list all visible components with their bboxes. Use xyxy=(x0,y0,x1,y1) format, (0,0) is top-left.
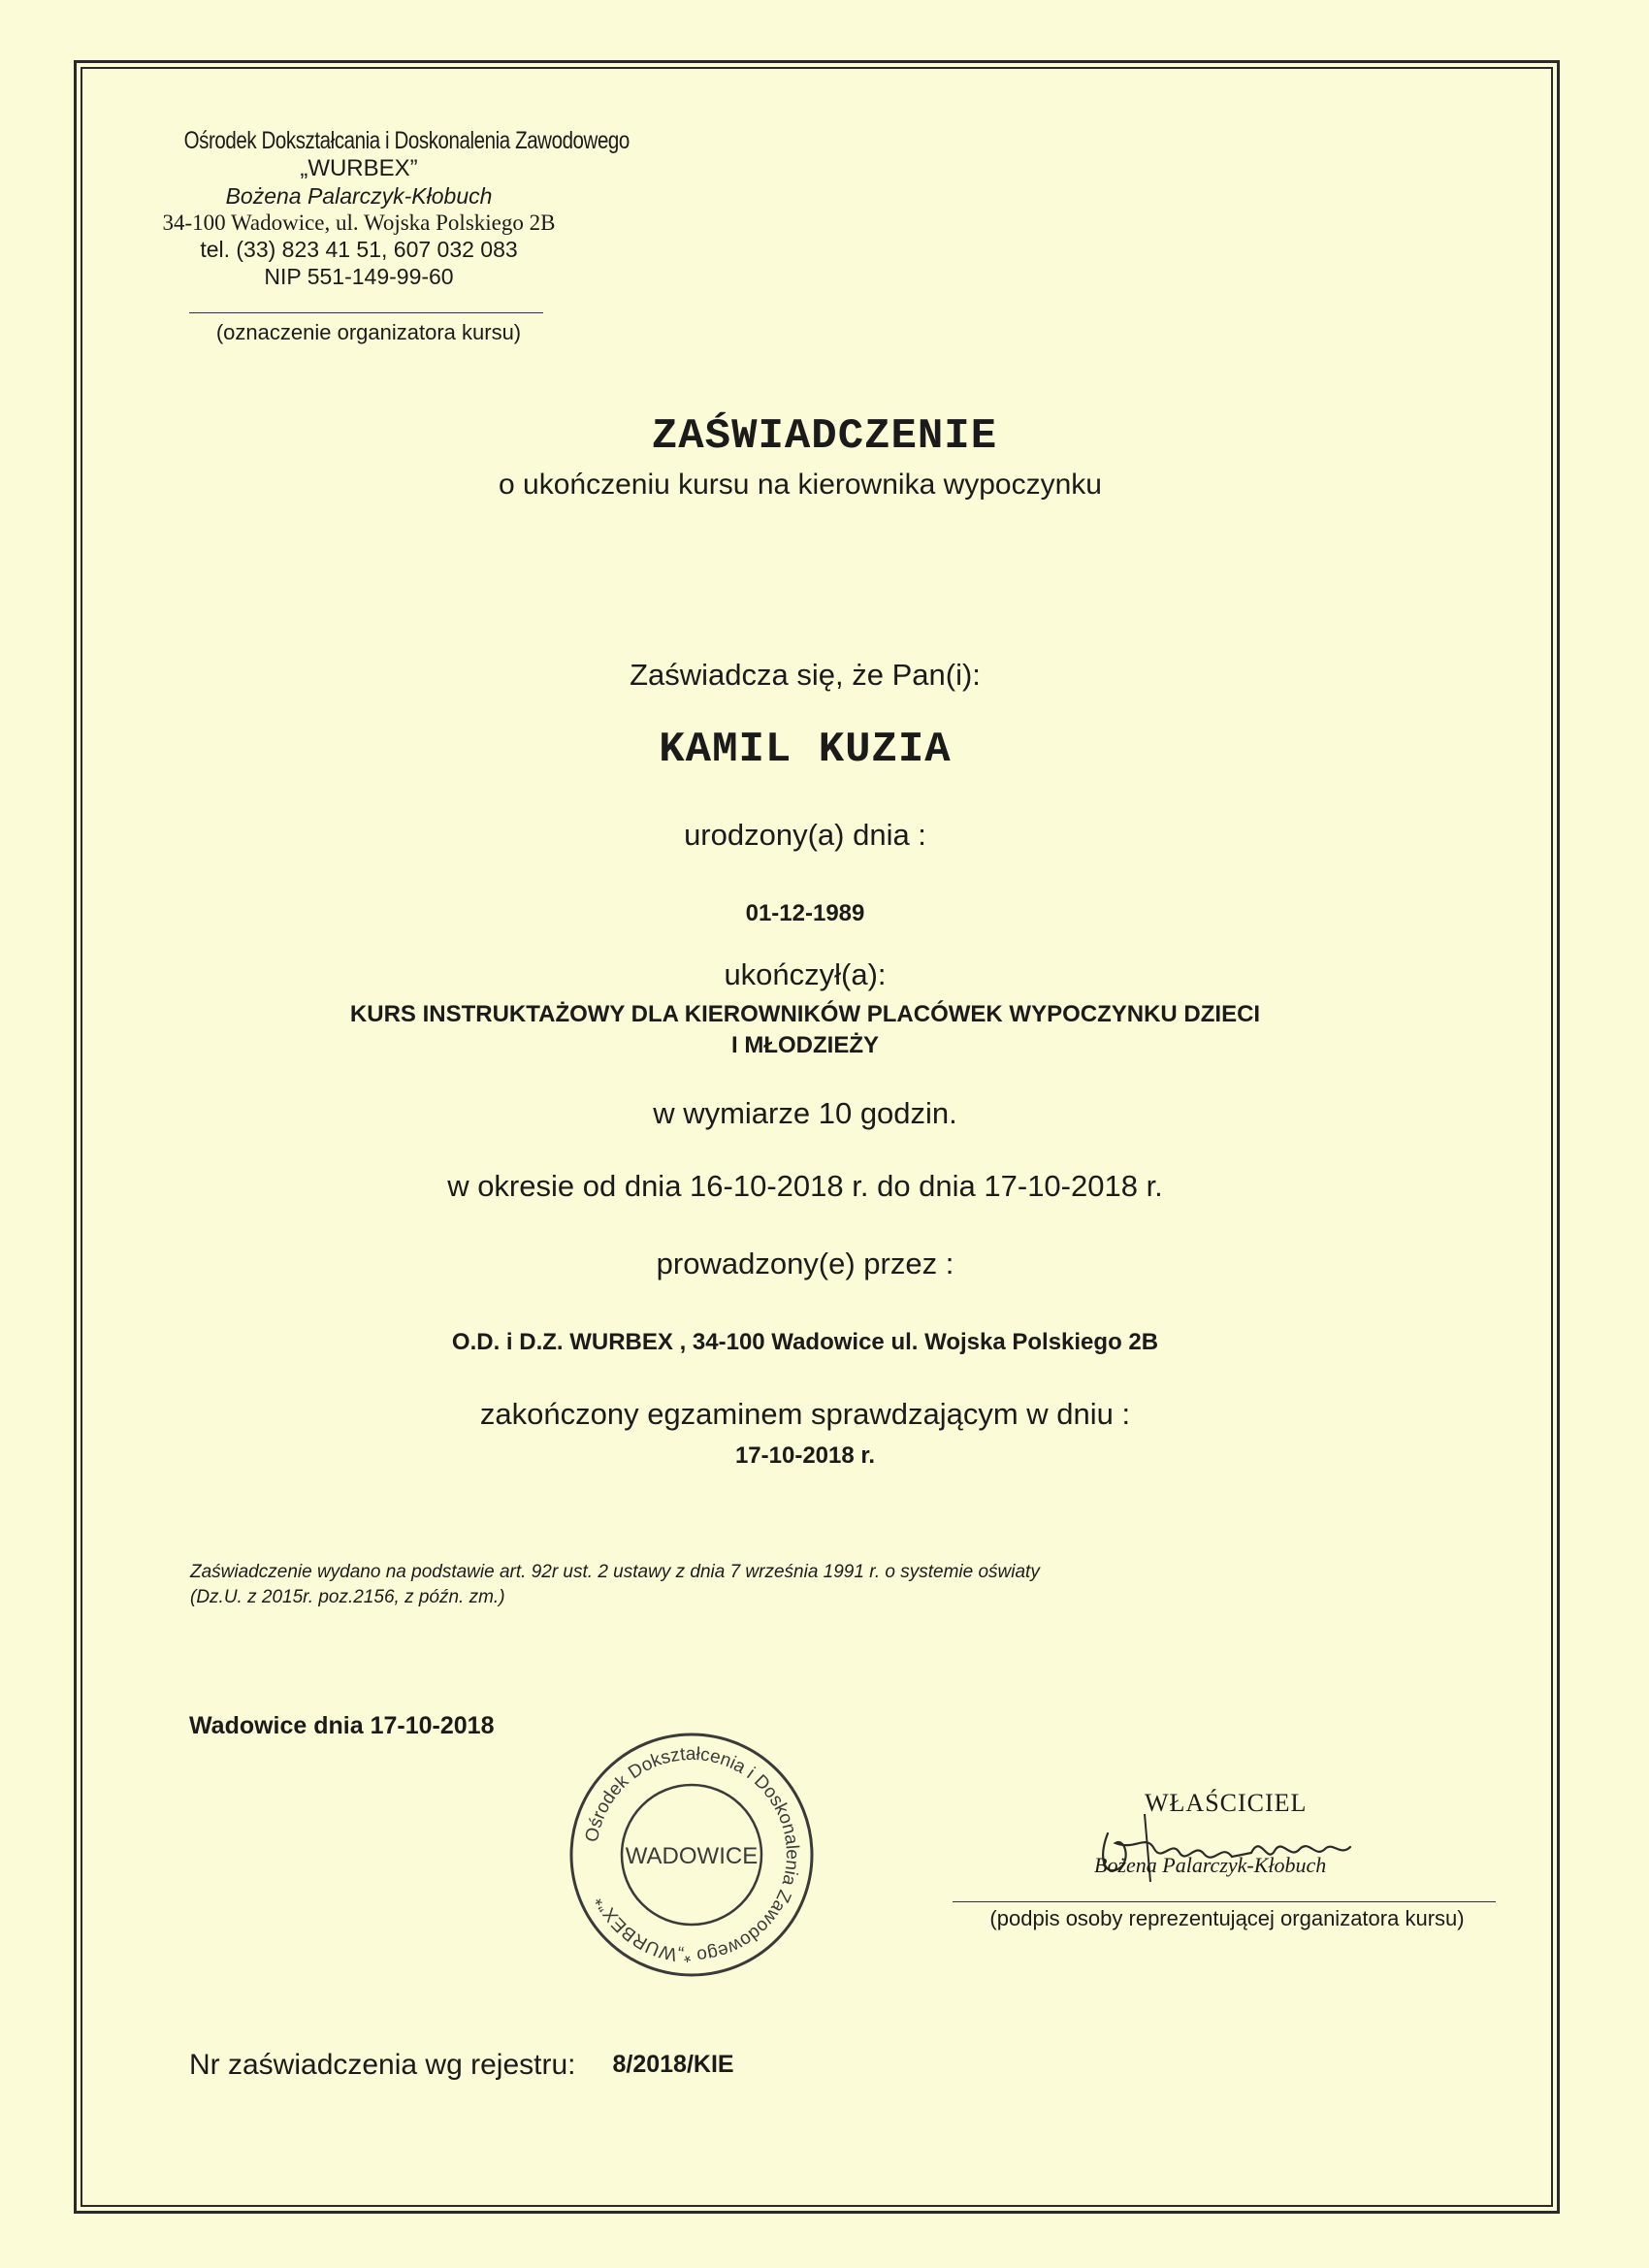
exam-date: 17-10-2018 r. xyxy=(734,1442,876,1469)
legal-basis-line1: Zaświadczenie wydano na podstawie art. 92r ust. 2 ustawy z dnia 7 września 1991 r. o systemie oświaty xyxy=(190,1562,1040,1582)
organizer-nip: NIP 551-149-99-60 xyxy=(264,263,454,289)
exam-label: zakończony egzaminem sprawdzającym w dniu : xyxy=(479,1397,1131,1431)
owner-title: WŁAŚCICIEL xyxy=(1145,1789,1308,1817)
stamp-ring-text: Ośrodek Dokształcenia i Doskonalenia Zawodowego *„WURBEX”* xyxy=(581,1743,803,1966)
legal-basis xyxy=(190,1560,1277,1609)
signatory-name: Bożena Palarczyk-Kłobuch xyxy=(1094,1853,1327,1877)
course-name-line2: I MŁODZIEŻY xyxy=(731,1032,879,1058)
certifies-label: Zaświadcza się, że Pan(i): xyxy=(630,658,981,692)
handwritten-signature xyxy=(1086,1804,1377,1892)
signature-line xyxy=(953,1901,1496,1902)
course-name-line1: KURS INSTRUKTAŻOWY DLA KIEROWNIKÓW PLACÓWEK WYPOCZYNKU DZIECI xyxy=(349,1001,1261,1027)
organizer-divider xyxy=(189,312,543,313)
organizer-caption: (oznaczenie organizatora kursu) xyxy=(215,320,522,344)
signature-caption: (podpis osoby reprezentującej organizatora kursu) xyxy=(989,1906,1465,1930)
course-hours: w wymiarze 10 godzin. xyxy=(653,1096,957,1130)
document-subtitle: o ukończeniu kursu na kierownika wypoczynku xyxy=(499,469,1102,501)
legal-basis-line2: (Dz.U. z 2015r. poz.2156, z późn. zm.) xyxy=(190,1586,505,1607)
born-label: urodzony(a) dnia : xyxy=(684,818,926,852)
registry-number: 8/2018/KIE xyxy=(612,2051,734,2078)
organizer-owner: Bożena Palarczyk-Kłobuch xyxy=(225,182,493,209)
registry-number-row xyxy=(189,2049,734,2082)
round-stamp xyxy=(566,1729,818,1981)
document-title: ZAŚWIADCZENIE xyxy=(651,412,998,461)
born-date: 01-12-1989 xyxy=(745,900,865,926)
conducted-by: O.D. i D.Z. WURBEX , 34-100 Wadowice ul. Wojska Polskiego 2B xyxy=(451,1329,1159,1355)
completed-label: ukończył(a): xyxy=(724,957,887,991)
organizer-brand: „WURBEX” xyxy=(300,155,418,181)
stamp-center-text: WADOWICE xyxy=(625,1843,759,1869)
registry-label: Nr zaświadczenia wg rejestru: xyxy=(189,2049,576,2081)
organizer-header xyxy=(146,126,630,290)
place-and-date: Wadowice dnia 17-10-2018 xyxy=(189,1712,495,1739)
recipient-name: KAMIL KUZIA xyxy=(659,726,952,774)
organizer-name: Ośrodek Dokształcania i Doskonalenia Zawodowego xyxy=(183,127,630,154)
conducted-label: prowadzony(e) przez : xyxy=(656,1247,954,1280)
course-period: w okresie od dnia 16-10-2018 r. do dnia 17-10-2018 r. xyxy=(447,1169,1163,1203)
organizer-address: 34-100 Wadowice, ul. Wojska Polskiego 2B xyxy=(162,211,556,236)
organizer-phone: tel. (33) 823 41 51, 607 032 083 xyxy=(200,236,518,262)
